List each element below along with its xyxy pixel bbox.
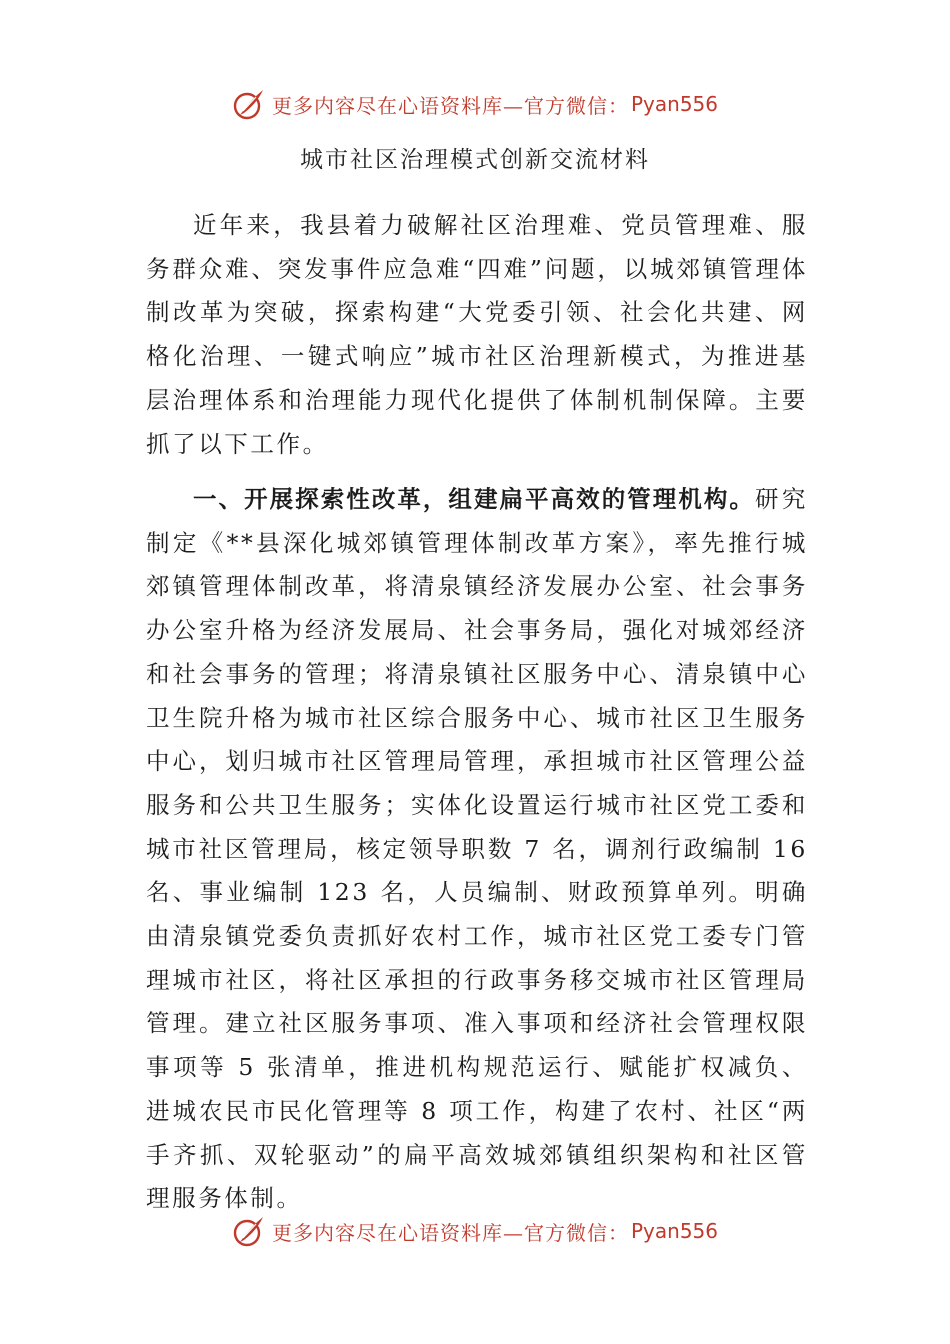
document-title: 城市社区治理模式创新交流材料 <box>300 147 650 173</box>
quill-pen-logo-icon <box>232 87 266 121</box>
watermark-wechat-id: Pyan556 <box>630 92 718 116</box>
section-1-paragraph <box>146 478 808 1221</box>
quill-pen-logo-icon <box>232 1214 266 1248</box>
section-1-body: 研究制定《**县深化城郊镇管理体制改革方案》，率先推行城郊镇管理体制改革，将清泉镇经济发展办公室、社会事务办公室升格为经济发展局、社会事务局，强化对城郊经济和社会事务的管理；将清泉镇社区服务中心、清泉镇中心卫生院升格为城市社区综合服务中心、城市社区卫生服务中心，划归城市社区管理局管理，承担城市社区管理公益服务和公共卫生服务；实体化设置运行城市社区党工委和城市社区管理局，核定领导职数 7 名，调剂行政编制 16 名、事业编制 123 名，人员编制、财政预算单列。明确由清泉镇党委负责抓好农村工作，城市社区党工委专门管理城市社区，将社区承担的行政事务移交城市社区管理局管理。建立社区服务事项、准入事项和经济社会管理权限事项等 5 张清单，推进机构规范运行、赋能扩权减负、进城农民市民化管理等 8 项工作，构建了农村、社区“两手齐抓、双轮驱动”的扁平高效城郊镇组织架构和社区管理服务体制。 <box>146 485 808 1213</box>
intro-paragraph: 近年来，我县着力破解社区治理难、党员管理难、服务群众难、突发事件应急难“四难”问题，以城郊镇管理体制改革为突破，探索构建“大党委引领、社会化共建、网格化治理、一键式响应”城市社区治理新模式，为推进基层治理体系和治理能力现代化提供了体制机制保障。主要抓了以下工作。 <box>146 211 808 458</box>
watermark-footer <box>0 1211 950 1251</box>
watermark-text: 更多内容尽在心语资料库—官方微信： <box>271 93 629 118</box>
watermark-header <box>0 84 950 124</box>
watermark-wechat-id: Pyan556 <box>630 1219 718 1243</box>
watermark-text: 更多内容尽在心语资料库—官方微信： <box>271 1220 629 1245</box>
section-1-heading: 一、开展探索性改革，组建扁平高效的管理机构。 <box>193 485 755 513</box>
